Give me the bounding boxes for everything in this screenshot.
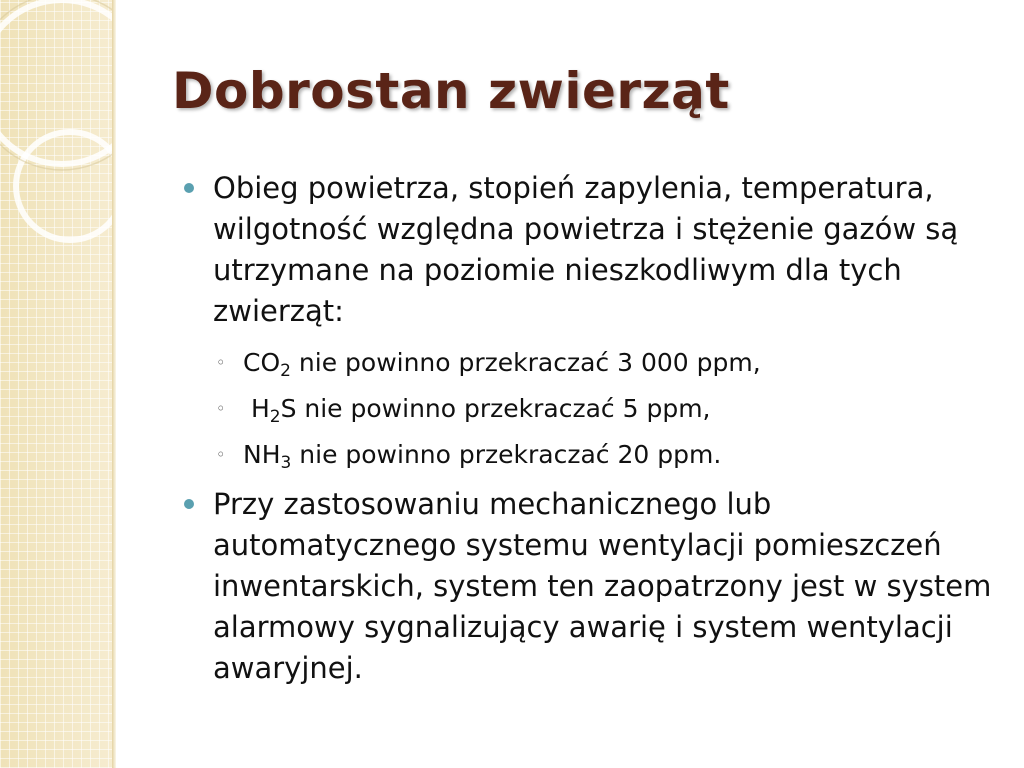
sub-bullet-text: $NH_3$ nie powinno przekraczać 20 ppm.	[243, 440, 722, 473]
sub-bullet-text: $CO_2$ nie powinno przekraczać 3 000 ppm,	[243, 348, 761, 381]
sub-bullet-item	[180, 340, 1000, 386]
sub-bullet-item	[180, 432, 1000, 478]
bullet-dot-icon	[184, 499, 194, 509]
hollow-circle-icon: ◦	[216, 399, 226, 418]
bullet-item	[180, 484, 1000, 689]
side-panel-edge	[112, 0, 116, 768]
bullet-dot-icon	[184, 183, 194, 193]
sub-bullet-list	[180, 340, 1000, 478]
decorative-rings	[0, 0, 114, 260]
sub-bullet-item	[180, 386, 1000, 432]
sub-bullet-text: $H_2S$ nie powinno przekraczać 5 ppm,	[243, 394, 711, 427]
hollow-circle-icon: ◦	[216, 445, 226, 464]
slide-title: Dobrostan zwierząt	[172, 62, 730, 120]
bullet-text: Przy zastosowaniu mechanicznego lub automatycznego systemu wentylacji pomieszczeń inwentarskich, system ten zaopatrzony jest w system alarmowy sygnalizujący awarię i system wentylacji awaryjnej.	[213, 487, 992, 685]
slide-content	[180, 168, 1000, 689]
bullet-text: Obieg powietrza, stopień zapylenia, temperatura, wilgotność względna powietrza i stężenie gazów są utrzymane na poziomie nieszkodliwym dla tych zwierząt:	[213, 171, 959, 328]
bullet-item	[180, 168, 1000, 332]
side-decoration-panel	[0, 0, 114, 768]
hollow-circle-icon: ◦	[216, 353, 226, 372]
